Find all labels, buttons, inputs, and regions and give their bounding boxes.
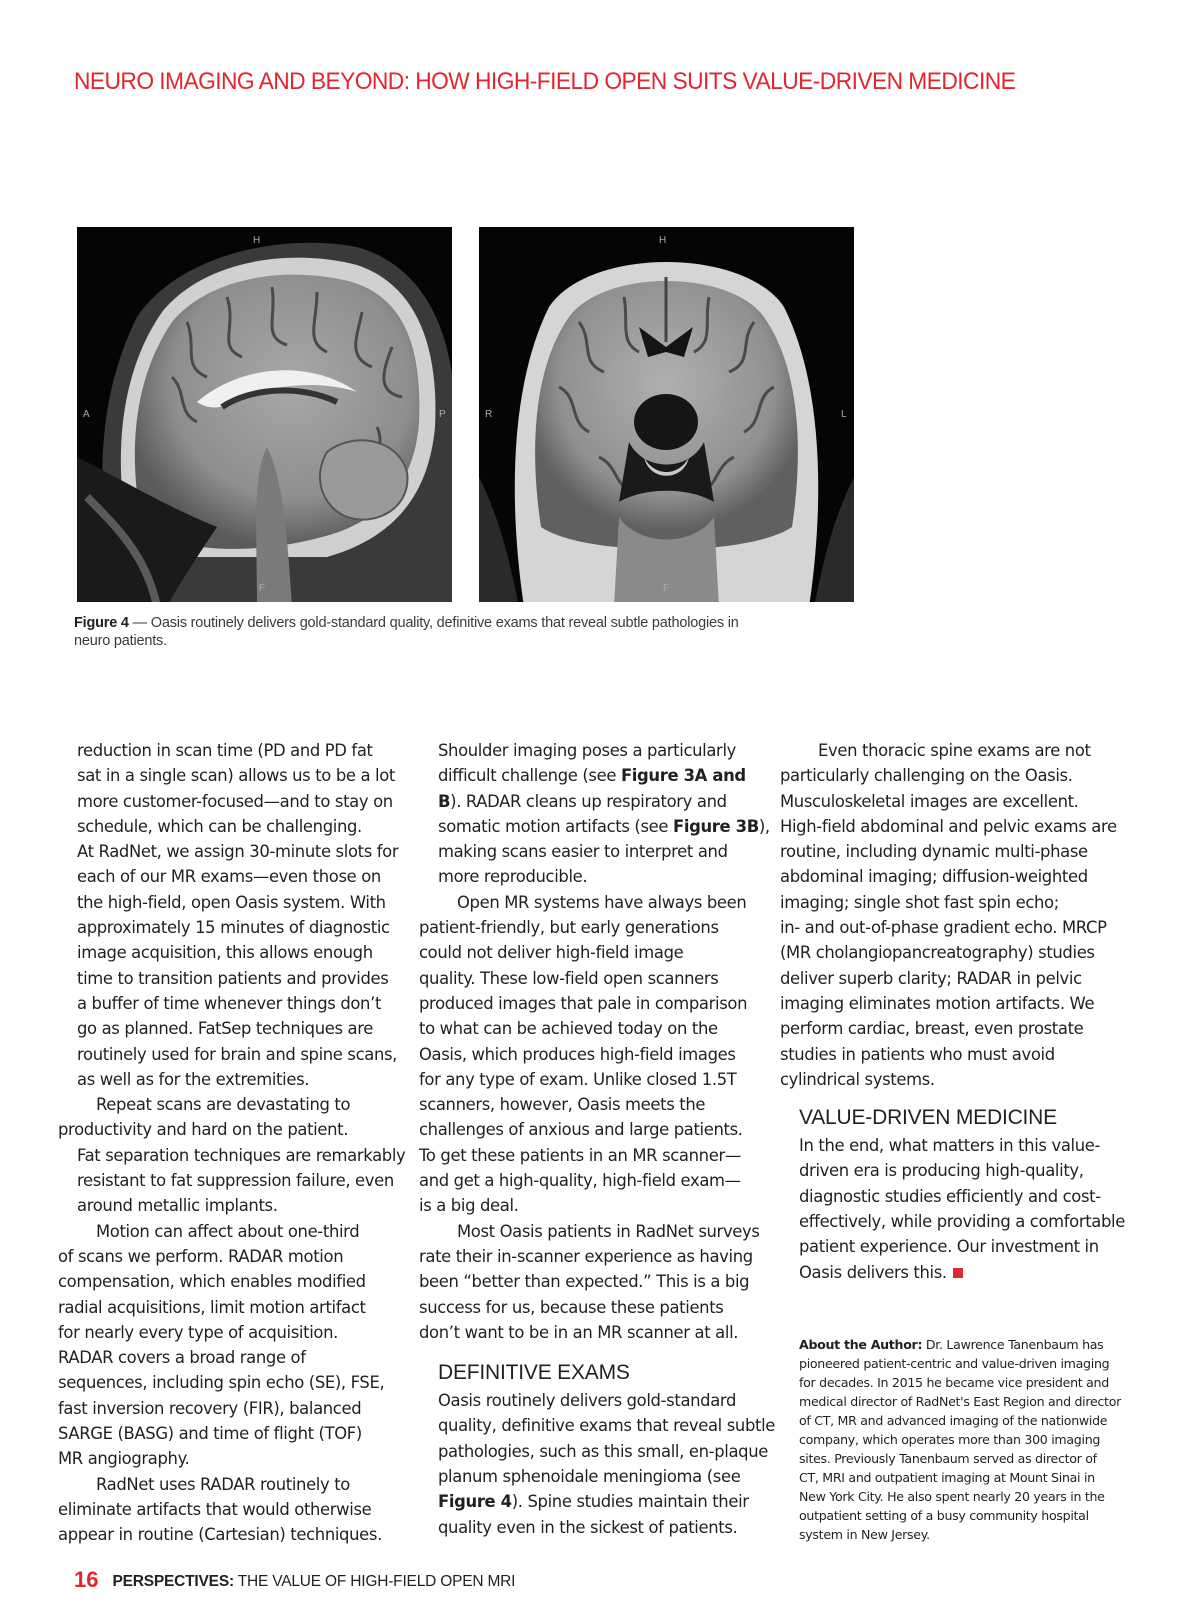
col2-paragraph-3: Most Oasis patients in RadNet surveys rate their in-scanner experience as having been “better than expected.” This is a big success for us, because these patients don’t want to be in an MR scanner at all. bbox=[419, 1221, 760, 1342]
mri-sagittal-graphic bbox=[77, 227, 452, 602]
col1-paragraph-3: Repeat scans are devastating to productivity and hard on the patient. bbox=[58, 1095, 351, 1140]
coronal-top-marker: H bbox=[659, 235, 667, 246]
coronal-left-marker: R bbox=[485, 409, 493, 420]
sagittal-top-marker: H bbox=[253, 235, 261, 246]
mri-sagittal-image bbox=[77, 227, 452, 602]
mri-coronal-image bbox=[479, 227, 854, 602]
col3-paragraph-1: Even thoracic spine exams are not particularly challenging on the Oasis. Musculoskeletal images are excellent. High-field abdominal and pelvic exams are routine, including dynamic multi-phase abdominal imaging; diffusion-weighted imaging; single shot fast spin echo; in- and out-of-phase gradient echo. MRCP (MR cholangiopancreatography) studies deliver superb clarity; RADAR in pelvic imaging eliminates motion artifacts. We perform cardiac, breast, even prostate studies in patients who must avoid cylindrical systems. bbox=[780, 741, 1117, 1089]
col1-paragraph-6: RadNet uses RADAR routinely to eliminate artifacts that would otherwise appear in routine (Cartesian) techniques. bbox=[58, 1474, 382, 1545]
page-number: 16 bbox=[74, 1567, 99, 1592]
col1-paragraph-2: At RadNet, we assign 30-minute slots for each of our MR exams—even those on the high-field, open Oasis system. With approximately 15 minutes of diagnostic image acquisition, this allows enough time to transition patients and provides a buffer of time whenever things don’t go as planned. FatSep techniques are routinely used for brain and spine scans, as well as for the extremities. bbox=[77, 842, 399, 1089]
article-column-1 bbox=[58, 738, 406, 1548]
page-footer bbox=[74, 1567, 515, 1593]
col3-paragraph-2: In the end, what matters in this value- driven era is producing high-quality, diagnostic studies efficiently and cost- effectively, while providing a comfortable patient experience. Our investment in Oasis delivers this. bbox=[799, 1136, 1125, 1282]
col1-paragraph-4: Fat separation techniques are remarkably resistant to fat suppression failure, even around metallic implants. bbox=[77, 1145, 406, 1216]
article-column-3 bbox=[780, 738, 1125, 1285]
end-of-article-square-icon bbox=[953, 1268, 963, 1278]
col2-paragraph-2: Open MR systems have always been patient-friendly, but early generations could not deliver high-field image quality. These low-field open scanners produced images that pale in comparison to what can be achieved today on the Oasis, which produces high-field images for any type of exam. Unlike closed 1.5T scanners, however, Oasis meets the challenges of anxious and large patients. To get these patients in an MR scanner— and get a high-quality, high-field exam— is a big deal. bbox=[419, 892, 748, 1216]
publication-subtitle: THE VALUE OF HIGH-FIELD OPEN MRI bbox=[233, 1573, 516, 1590]
author-label: About the Author: bbox=[799, 1337, 923, 1352]
about-the-author: About the Author: Dr. Lawrence Tanenbaum has pioneered patient-centric and value-driven imaging for decades. In 2015 he became vice president and medical director of RadNet's East Region and director of CT, MR and advanced imaging of the nationwide company, which operates more than 300 imaging sites. Previously Tanenbaum served as director of CT, MRI and outpatient imaging at Mount Sinai in New York City. He also spent nearly 20 years in the outpatient setting of a busy community hospital system in New Jersey. bbox=[799, 1337, 1121, 1542]
col1-paragraph-5: Motion can affect about one-third of scans we perform. RADAR motion compensation, which enables modified radial acquisitions, limit motion artifact for nearly every type of acquisition. RADAR covers a broad range of sequences, including spin echo (SE), FSE, fast inversion recovery (FIR), balanced SARGE (BASG) and time of flight (TOF) MR angiography. bbox=[58, 1221, 385, 1469]
figure-4-reference: Figure 4 bbox=[438, 1492, 512, 1512]
article-column-2 bbox=[419, 738, 776, 1540]
publication-name: PERSPECTIVES: bbox=[112, 1573, 234, 1590]
section-heading-value-driven-medicine: VALUE-DRIVEN MEDICINE bbox=[799, 1106, 1057, 1130]
page-title: NEURO IMAGING AND BEYOND: HOW HIGH-FIELD OPEN SUITS VALUE-DRIVEN MEDICINE bbox=[74, 68, 1016, 95]
figure-3b-reference: Figure 3B bbox=[672, 816, 759, 836]
col1-paragraph-1: reduction in scan time (PD and PD fat sat in a single scan) allows us to be a lot more customer-focused—and to stay on schedule, which can be challenging. bbox=[77, 741, 395, 836]
col2-paragraph-4: Oasis routinely delivers gold-standard quality, definitive exams that reveal subtle pathologies, such as this small, en-plaque planum sphenoidale meningioma (see Figure 4). Spine studies maintain their quality even in the sickest of patients. bbox=[438, 1391, 776, 1537]
figure-caption bbox=[74, 614, 754, 650]
mri-coronal-graphic bbox=[479, 227, 854, 602]
sagittal-right-marker: P bbox=[439, 409, 446, 420]
figure-3a-reference: Figure 3A and bbox=[620, 766, 746, 786]
section-heading-definitive-exams: DEFINITIVE EXAMS bbox=[438, 1361, 630, 1385]
figure-caption-label: Figure 4 bbox=[74, 615, 129, 631]
coronal-bottom-marker: F bbox=[663, 583, 670, 594]
figure-caption-text: — Oasis routinely delivers gold-standard quality, definitive exams that reveal subtle pathologies in neuro patients. bbox=[74, 615, 739, 649]
coronal-right-marker: L bbox=[841, 409, 847, 420]
sagittal-bottom-marker: F bbox=[259, 583, 266, 594]
col2-paragraph-1: Shoulder imaging poses a particularly difficult challenge (see Figure 3A and B). RADAR cleans up respiratory and somatic motion artifacts (see Figure 3B), making scans easier to interpret and more reproducible. bbox=[438, 741, 770, 887]
sagittal-left-marker: A bbox=[83, 409, 90, 420]
